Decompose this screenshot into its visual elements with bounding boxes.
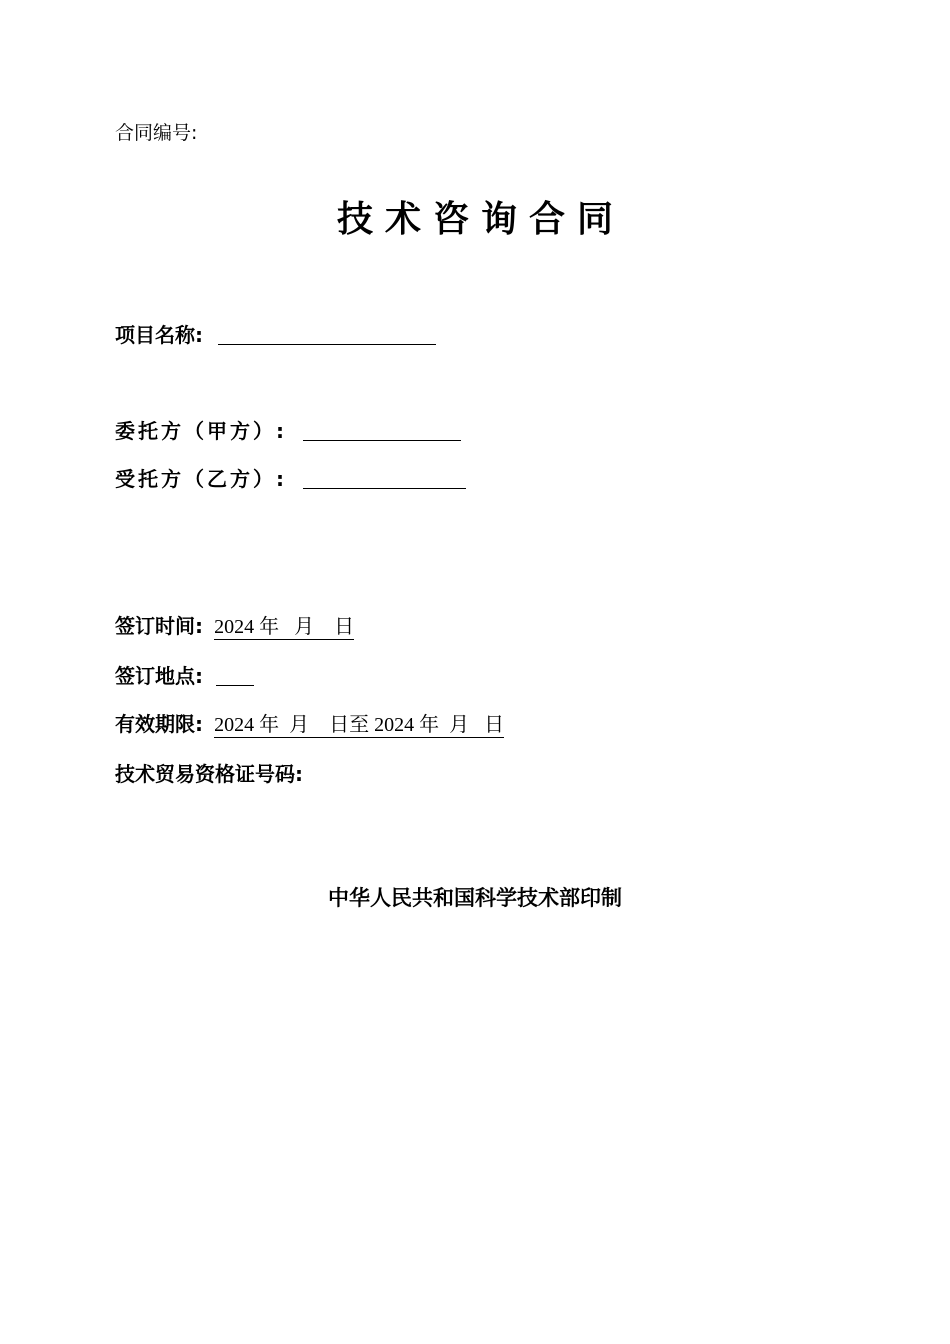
trade-cert-row bbox=[115, 764, 303, 784]
party-a-blank[interactable] bbox=[303, 420, 461, 441]
signing-date-label: 签订时间: bbox=[115, 614, 203, 638]
signing-date-value[interactable]: 2024 年 月 日 bbox=[214, 616, 355, 638]
validity-label: 有效期限: bbox=[115, 712, 203, 736]
signing-date-row bbox=[115, 616, 354, 637]
party-a-label: 委托方（甲方）: bbox=[115, 419, 287, 443]
party-a-row bbox=[115, 420, 461, 441]
trade-cert-label: 技术贸易资格证号码: bbox=[115, 762, 303, 786]
signing-place-row bbox=[115, 665, 254, 686]
project-name-label: 项目名称: bbox=[115, 323, 203, 347]
printed-by-footer: 中华人民共和国科学技术部印制 bbox=[328, 886, 622, 910]
project-name-row bbox=[115, 324, 436, 345]
document-title: 技术咨询合同 bbox=[336, 199, 625, 240]
signing-place-blank[interactable] bbox=[216, 665, 254, 686]
validity-value[interactable]: 2024 年 月 日至 2024 年 月 日 bbox=[214, 714, 505, 736]
contract-number-label: 合同编号: bbox=[115, 122, 198, 144]
project-name-blank[interactable] bbox=[218, 324, 436, 345]
party-b-label: 受托方（乙方）: bbox=[115, 467, 287, 491]
party-b-row bbox=[115, 468, 466, 489]
signing-place-label: 签订地点: bbox=[115, 664, 203, 688]
validity-row bbox=[115, 714, 504, 735]
party-b-blank[interactable] bbox=[303, 468, 466, 489]
